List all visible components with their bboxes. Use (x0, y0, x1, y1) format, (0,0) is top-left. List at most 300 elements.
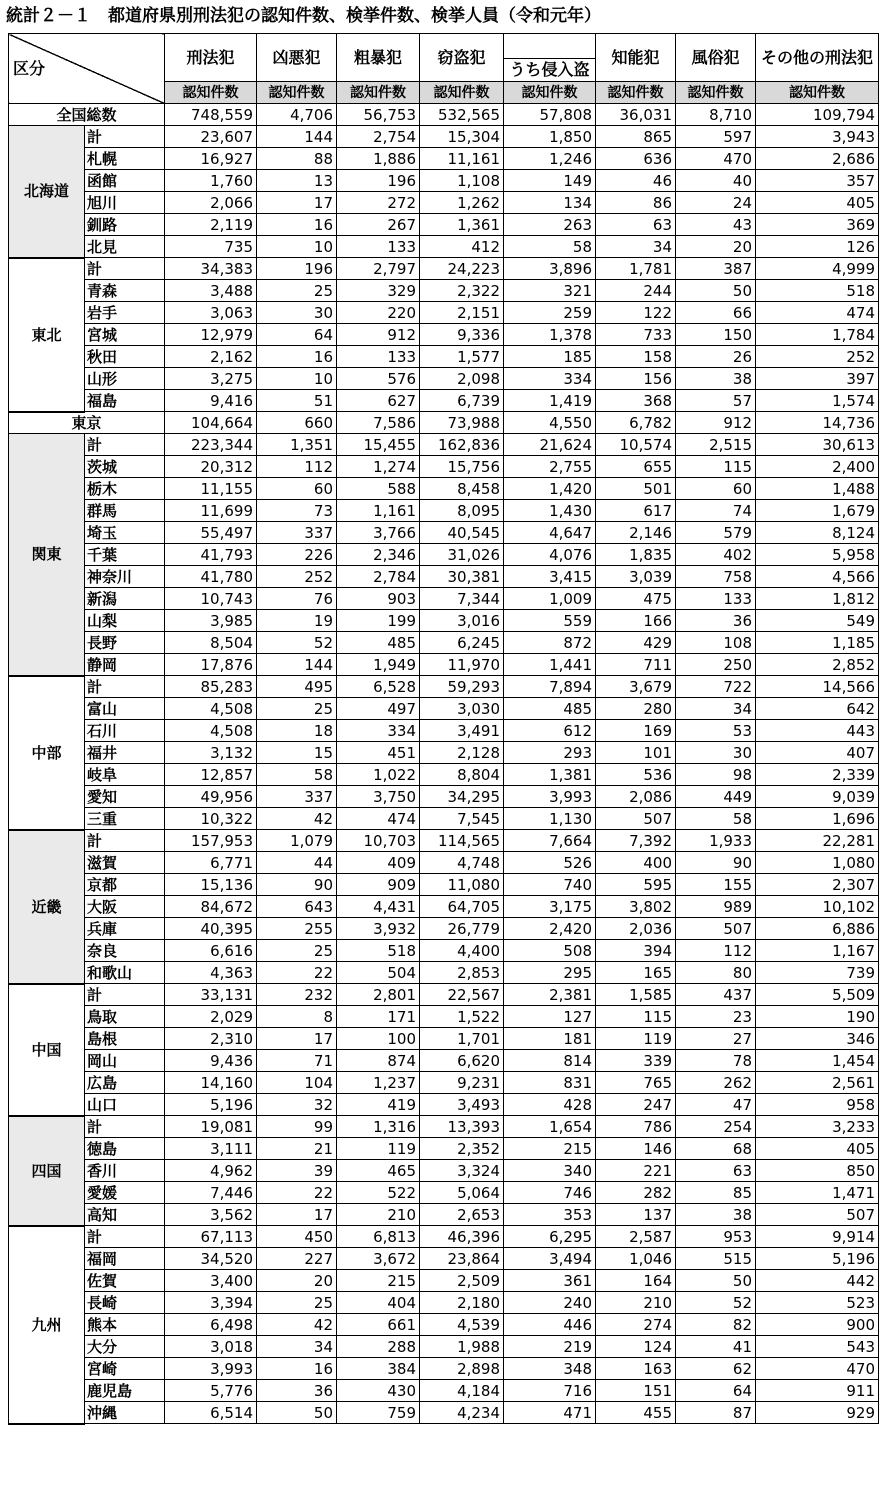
value-cell: 8,804 (420, 764, 504, 786)
value-cell: 3,016 (420, 610, 504, 632)
value-cell: 758 (676, 566, 756, 588)
value-cell: 18 (257, 720, 337, 742)
value-cell: 1,262 (420, 192, 504, 214)
value-cell: 60 (257, 478, 337, 500)
value-cell: 595 (596, 874, 676, 896)
value-cell: 6,620 (420, 1050, 504, 1072)
prefecture-label: 函館 (85, 170, 165, 192)
value-cell: 1,378 (504, 324, 596, 346)
value-cell: 33,131 (165, 984, 257, 1006)
value-cell: 6,886 (756, 918, 879, 940)
prefecture-label: 新潟 (85, 588, 165, 610)
value-cell: 38 (676, 1204, 756, 1226)
value-cell: 84,672 (165, 896, 257, 918)
value-cell: 7,664 (504, 830, 596, 852)
table-row (9, 940, 879, 962)
value-cell: 25 (257, 698, 337, 720)
prefecture-label: 石川 (85, 720, 165, 742)
value-cell: 1,577 (420, 346, 504, 368)
value-cell: 3,030 (420, 698, 504, 720)
value-cell: 15,304 (420, 126, 504, 148)
value-cell: 958 (756, 1094, 879, 1116)
table-row (9, 346, 879, 368)
value-cell: 470 (756, 1358, 879, 1380)
prefecture-label: 釧路 (85, 214, 165, 236)
value-cell: 1,784 (756, 324, 879, 346)
value-cell: 9,436 (165, 1050, 257, 1072)
value-cell: 1,522 (420, 1006, 504, 1028)
value-cell: 10,322 (165, 808, 257, 830)
value-cell: 9,231 (420, 1072, 504, 1094)
value-cell: 485 (504, 698, 596, 720)
value-cell: 6,813 (337, 1226, 420, 1248)
value-cell: 4,508 (165, 698, 257, 720)
value-cell: 14,160 (165, 1072, 257, 1094)
value-cell: 10 (257, 236, 337, 258)
value-cell: 1,850 (504, 126, 596, 148)
value-cell: 337 (257, 786, 337, 808)
region-subtotal-row (9, 676, 879, 698)
value-cell: 7,545 (420, 808, 504, 830)
value-cell: 9,336 (420, 324, 504, 346)
sub-header-count: 認知件数 (257, 82, 337, 104)
value-cell: 50 (257, 1402, 337, 1424)
value-cell: 104 (257, 1072, 337, 1094)
table-row (9, 1248, 879, 1270)
value-cell: 26,779 (420, 918, 504, 940)
prefecture-label: 山梨 (85, 610, 165, 632)
value-cell: 407 (756, 742, 879, 764)
value-cell: 78 (676, 1050, 756, 1072)
value-cell: 156 (596, 368, 676, 390)
value-cell: 617 (596, 500, 676, 522)
value-cell: 909 (337, 874, 420, 896)
value-cell: 451 (337, 742, 420, 764)
value-cell: 4,431 (337, 896, 420, 918)
value-cell: 112 (676, 940, 756, 962)
value-cell: 21,624 (504, 434, 596, 456)
table-row (9, 1270, 879, 1292)
table-row (9, 478, 879, 500)
value-cell: 1,988 (420, 1336, 504, 1358)
table-row (9, 170, 879, 192)
value-cell: 368 (596, 390, 676, 412)
value-cell: 2,801 (337, 984, 420, 1006)
prefecture-label: 群馬 (85, 500, 165, 522)
value-cell: 329 (337, 280, 420, 302)
sub-header-count: 認知件数 (504, 82, 596, 104)
value-cell: 166 (596, 610, 676, 632)
value-cell: 226 (257, 544, 337, 566)
value-cell: 7,344 (420, 588, 504, 610)
table-row (9, 764, 879, 786)
value-cell: 3,063 (165, 302, 257, 324)
value-cell: 912 (337, 324, 420, 346)
prefecture-label: 奈良 (85, 940, 165, 962)
value-cell: 119 (337, 1138, 420, 1160)
value-cell: 1,419 (504, 390, 596, 412)
value-cell: 115 (676, 456, 756, 478)
prefecture-label: 京都 (85, 874, 165, 896)
value-cell: 2,180 (420, 1292, 504, 1314)
value-cell: 636 (596, 148, 676, 170)
value-cell: 1,274 (337, 456, 420, 478)
value-cell: 22,567 (420, 984, 504, 1006)
value-cell: 87 (676, 1402, 756, 1424)
value-cell: 1,933 (676, 830, 756, 852)
value-cell: 127 (504, 1006, 596, 1028)
value-cell: 57,808 (504, 104, 596, 126)
value-cell: 4,076 (504, 544, 596, 566)
value-cell: 47 (676, 1094, 756, 1116)
value-cell: 2,162 (165, 346, 257, 368)
prefecture-label: 岐阜 (85, 764, 165, 786)
value-cell: 137 (596, 1204, 676, 1226)
value-cell: 34,295 (420, 786, 504, 808)
value-cell: 903 (337, 588, 420, 610)
value-cell: 449 (676, 786, 756, 808)
value-cell: 23,864 (420, 1248, 504, 1270)
value-cell: 3,993 (165, 1358, 257, 1380)
table-row (9, 236, 879, 258)
value-cell: 2,686 (756, 148, 879, 170)
value-cell: 2,852 (756, 654, 879, 676)
value-cell: 10,703 (337, 830, 420, 852)
value-cell: 4,184 (420, 1380, 504, 1402)
value-cell: 474 (337, 808, 420, 830)
value-cell: 2,515 (676, 434, 756, 456)
table-row (9, 874, 879, 896)
value-cell: 532,565 (420, 104, 504, 126)
value-cell: 384 (337, 1358, 420, 1380)
value-cell: 157,953 (165, 830, 257, 852)
value-cell: 30 (676, 742, 756, 764)
value-cell: 280 (596, 698, 676, 720)
value-cell: 133 (337, 236, 420, 258)
prefecture-label: 広島 (85, 1072, 165, 1094)
value-cell: 19,081 (165, 1116, 257, 1138)
value-cell: 507 (756, 1204, 879, 1226)
value-cell: 419 (337, 1094, 420, 1116)
value-cell: 2,587 (596, 1226, 676, 1248)
value-cell: 2,561 (756, 1072, 879, 1094)
table-row (9, 1336, 879, 1358)
value-cell: 405 (756, 192, 879, 214)
value-cell: 786 (596, 1116, 676, 1138)
value-cell: 361 (504, 1270, 596, 1292)
value-cell: 1,760 (165, 170, 257, 192)
value-cell: 99 (257, 1116, 337, 1138)
value-cell: 20 (676, 236, 756, 258)
value-cell: 12,979 (165, 324, 257, 346)
table-row (9, 632, 879, 654)
value-cell: 22 (257, 962, 337, 984)
value-cell: 162,836 (420, 434, 504, 456)
value-cell: 2,784 (337, 566, 420, 588)
value-cell: 73 (257, 500, 337, 522)
value-cell: 34 (676, 698, 756, 720)
column-header: 窃盗犯 (420, 34, 504, 82)
prefecture-label: 計 (85, 1226, 165, 1248)
value-cell: 223,344 (165, 434, 257, 456)
value-cell: 4,550 (504, 412, 596, 434)
table-row (9, 698, 879, 720)
value-cell: 36 (676, 610, 756, 632)
value-cell: 495 (257, 676, 337, 698)
value-cell: 1,812 (756, 588, 879, 610)
value-cell: 765 (596, 1072, 676, 1094)
region-subtotal-row (9, 984, 879, 1006)
value-cell: 196 (337, 170, 420, 192)
prefecture-label: 香川 (85, 1160, 165, 1182)
value-cell: 450 (257, 1226, 337, 1248)
value-cell: 58 (504, 236, 596, 258)
value-cell: 158 (596, 346, 676, 368)
value-cell: 10,102 (756, 896, 879, 918)
prefecture-label: 静岡 (85, 654, 165, 676)
value-cell: 288 (337, 1336, 420, 1358)
value-cell: 25 (257, 1292, 337, 1314)
value-cell: 2,653 (420, 1204, 504, 1226)
table-row (9, 368, 879, 390)
value-cell: 2,098 (420, 368, 504, 390)
value-cell: 8,710 (676, 104, 756, 126)
prefecture-label: 栃木 (85, 478, 165, 500)
prefecture-label: 大分 (85, 1336, 165, 1358)
value-cell: 722 (676, 676, 756, 698)
table-row (9, 1358, 879, 1380)
prefecture-label: 計 (85, 830, 165, 852)
value-cell: 293 (504, 742, 596, 764)
table-row (9, 808, 879, 830)
value-cell: 8,095 (420, 500, 504, 522)
value-cell: 76 (257, 588, 337, 610)
value-cell: 508 (504, 940, 596, 962)
value-cell: 53 (676, 720, 756, 742)
table-row (9, 544, 879, 566)
value-cell: 263 (504, 214, 596, 236)
region-label: 北海道 (9, 126, 85, 258)
value-cell: 41,793 (165, 544, 257, 566)
value-cell: 30,613 (756, 434, 879, 456)
value-cell: 16 (257, 1358, 337, 1380)
value-cell: 3,932 (337, 918, 420, 940)
table-row (9, 1094, 879, 1116)
prefecture-label: 福岡 (85, 1248, 165, 1270)
prefecture-label: 宮城 (85, 324, 165, 346)
value-cell: 219 (504, 1336, 596, 1358)
value-cell: 739 (756, 962, 879, 984)
value-cell: 215 (504, 1138, 596, 1160)
value-cell: 522 (337, 1182, 420, 1204)
value-cell: 23 (676, 1006, 756, 1028)
value-cell: 11,161 (420, 148, 504, 170)
prefecture-label: 熊本 (85, 1314, 165, 1336)
value-cell: 8,124 (756, 522, 879, 544)
value-cell: 10,574 (596, 434, 676, 456)
value-cell: 16,927 (165, 148, 257, 170)
corner-header: 区分 (9, 34, 165, 104)
value-cell: 3,993 (504, 786, 596, 808)
value-cell: 17 (257, 1028, 337, 1050)
value-cell: 6,739 (420, 390, 504, 412)
value-cell: 471 (504, 1402, 596, 1424)
value-cell: 405 (756, 1138, 879, 1160)
table-row (9, 1182, 879, 1204)
value-cell: 321 (504, 280, 596, 302)
value-cell: 2,381 (504, 984, 596, 1006)
value-cell: 559 (504, 610, 596, 632)
table-row (9, 852, 879, 874)
value-cell: 221 (596, 1160, 676, 1182)
value-cell: 642 (756, 698, 879, 720)
value-cell: 67,113 (165, 1226, 257, 1248)
value-cell: 5,064 (420, 1182, 504, 1204)
prefecture-label: 鳥取 (85, 1006, 165, 1028)
value-cell: 711 (596, 654, 676, 676)
value-cell: 536 (596, 764, 676, 786)
value-cell: 144 (257, 654, 337, 676)
value-cell: 518 (756, 280, 879, 302)
value-cell: 90 (257, 874, 337, 896)
value-cell: 36 (257, 1380, 337, 1402)
value-cell: 3,488 (165, 280, 257, 302)
column-header: その他の刑法犯 (756, 34, 879, 82)
value-cell: 10,743 (165, 588, 257, 610)
value-cell: 86 (596, 192, 676, 214)
prefecture-label: 福島 (85, 390, 165, 412)
value-cell: 3,175 (504, 896, 596, 918)
prefecture-label: 山口 (85, 1094, 165, 1116)
value-cell: 2,400 (756, 456, 879, 478)
value-cell: 409 (337, 852, 420, 874)
value-cell: 9,416 (165, 390, 257, 412)
value-cell: 80 (676, 962, 756, 984)
prefecture-label: 高知 (85, 1204, 165, 1226)
value-cell: 25 (257, 280, 337, 302)
value-cell: 1,130 (504, 808, 596, 830)
national-total-label: 全国総数 (9, 104, 165, 126)
column-header: 刑法犯 (165, 34, 257, 82)
table-row (9, 500, 879, 522)
value-cell: 6,245 (420, 632, 504, 654)
value-cell: 15 (257, 742, 337, 764)
value-cell: 50 (676, 280, 756, 302)
table-row (9, 412, 879, 434)
value-cell: 6,498 (165, 1314, 257, 1336)
value-cell: 11,080 (420, 874, 504, 896)
value-cell: 100 (337, 1028, 420, 1050)
value-cell: 85,283 (165, 676, 257, 698)
sub-header-count: 認知件数 (165, 82, 257, 104)
table-row (9, 214, 879, 236)
value-cell: 4,234 (420, 1402, 504, 1424)
value-cell: 470 (676, 148, 756, 170)
prefecture-label: 計 (85, 1116, 165, 1138)
value-cell: 12,857 (165, 764, 257, 786)
value-cell: 104,664 (165, 412, 257, 434)
region-label: 関東 (9, 434, 85, 676)
value-cell: 46 (596, 170, 676, 192)
value-cell: 7,446 (165, 1182, 257, 1204)
value-cell: 4,647 (504, 522, 596, 544)
value-cell: 64,705 (420, 896, 504, 918)
table-row (9, 456, 879, 478)
region-label: 九州 (9, 1226, 85, 1424)
value-cell: 1,237 (337, 1072, 420, 1094)
value-cell: 579 (676, 522, 756, 544)
value-cell: 34 (596, 236, 676, 258)
prefecture-label: 和歌山 (85, 962, 165, 984)
prefecture-label: 宮崎 (85, 1358, 165, 1380)
value-cell: 339 (596, 1050, 676, 1072)
value-cell: 430 (337, 1380, 420, 1402)
value-cell: 1,574 (756, 390, 879, 412)
value-cell: 24 (676, 192, 756, 214)
value-cell: 9,039 (756, 786, 879, 808)
table-row (9, 1006, 879, 1028)
value-cell: 746 (504, 1182, 596, 1204)
value-cell: 1,420 (504, 478, 596, 500)
value-cell: 52 (676, 1292, 756, 1314)
value-cell: 49,956 (165, 786, 257, 808)
value-cell: 412 (420, 236, 504, 258)
value-cell: 101 (596, 742, 676, 764)
value-cell: 3,766 (337, 522, 420, 544)
value-cell: 814 (504, 1050, 596, 1072)
table-row (9, 566, 879, 588)
value-cell: 3,494 (504, 1248, 596, 1270)
value-cell: 7,392 (596, 830, 676, 852)
value-cell: 112 (257, 456, 337, 478)
table-row (9, 896, 879, 918)
value-cell: 850 (756, 1160, 879, 1182)
value-cell: 455 (596, 1402, 676, 1424)
value-cell: 14,566 (756, 676, 879, 698)
column-header-label: うち侵入盗 (504, 58, 595, 81)
table-row (9, 1072, 879, 1094)
value-cell: 227 (257, 1248, 337, 1270)
value-cell: 274 (596, 1314, 676, 1336)
value-cell: 55,497 (165, 522, 257, 544)
region-label: 四国 (9, 1116, 85, 1226)
value-cell: 874 (337, 1050, 420, 1072)
table-row (9, 1314, 879, 1336)
value-cell: 114,565 (420, 830, 504, 852)
prefecture-label: 計 (85, 676, 165, 698)
value-cell: 19 (257, 610, 337, 632)
value-cell: 3,132 (165, 742, 257, 764)
value-cell: 6,771 (165, 852, 257, 874)
value-cell: 115 (596, 1006, 676, 1028)
value-cell: 4,508 (165, 720, 257, 742)
value-cell: 2,420 (504, 918, 596, 940)
value-cell: 549 (756, 610, 879, 632)
value-cell: 1,701 (420, 1028, 504, 1050)
value-cell: 119 (596, 1028, 676, 1050)
value-cell: 169 (596, 720, 676, 742)
value-cell: 6,514 (165, 1402, 257, 1424)
value-cell: 1,022 (337, 764, 420, 786)
value-cell: 953 (676, 1226, 756, 1248)
value-cell: 151 (596, 1380, 676, 1402)
prefecture-label: 山形 (85, 368, 165, 390)
value-cell: 3,750 (337, 786, 420, 808)
value-cell: 1,488 (756, 478, 879, 500)
value-cell: 4,363 (165, 962, 257, 984)
table-row (9, 1402, 879, 1424)
value-cell: 5,196 (165, 1094, 257, 1116)
